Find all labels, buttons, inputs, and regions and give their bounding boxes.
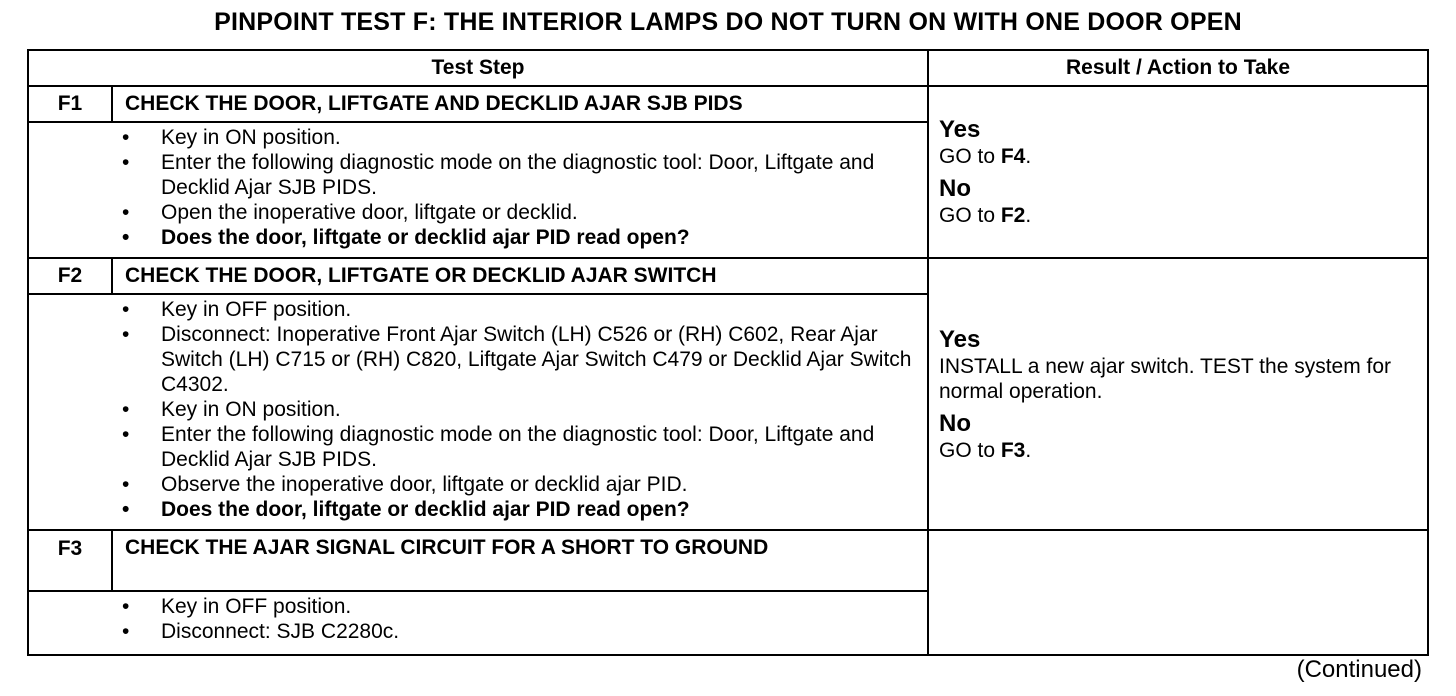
step-id: F1: [28, 86, 112, 122]
bullet-item: • Disconnect: SJB C2280c.: [122, 620, 400, 643]
bullet-item: • Key in OFF position.: [122, 298, 352, 321]
bullet-item: • Open the inoperative door, liftgate or decklid.: [122, 201, 578, 224]
step-body: [28, 591, 928, 655]
yes-label: Yes: [939, 325, 981, 353]
header-result: Result / Action to Take: [928, 50, 1428, 86]
step-body: [28, 294, 928, 530]
step-result: [928, 258, 1428, 530]
step-id: F3: [28, 530, 112, 591]
page-title: PINPOINT TEST F: THE INTERIOR LAMPS DO NOT TURN ON WITH ONE DOOR OPEN: [214, 8, 1242, 36]
step-title: CHECK THE DOOR, LIFTGATE OR DECKLID AJAR SWITCH: [112, 258, 928, 294]
bullet-item: • Key in ON position.: [122, 126, 341, 149]
step-title: CHECK THE DOOR, LIFTGATE AND DECKLID AJAR SJB PIDS: [112, 86, 928, 122]
bullet-item: • Key in ON position.: [122, 398, 341, 421]
header-test-step: Test Step: [28, 50, 928, 86]
bullet-item: • Disconnect: Inoperative Front Ajar Switch (LH) C526 or (RH) C602, Rear Ajar Switch (LH) C715 or (RH) C820, Liftgate Ajar Switch C479 or Decklid Ajar Switch C4302.: [122, 323, 912, 396]
no-target: F3: [1000, 438, 1026, 462]
bullet-list: [29, 297, 917, 522]
no-label: No: [939, 409, 971, 437]
bullet-item: • Enter the following diagnostic mode on the diagnostic tool: Door, Liftgate and Decklid Ajar SJB PIDS.: [122, 423, 875, 471]
yes-target: F4: [1000, 145, 1026, 168]
bullet-list: [29, 594, 917, 644]
continued-label: (Continued): [1296, 656, 1422, 683]
no-label: No: [939, 175, 971, 202]
yes-action: INSTALL a new ajar switch. TEST the system for normal operation.: [939, 354, 1392, 403]
yes-action: GO to F4.: [939, 145, 1032, 168]
bullet-item: • Enter the following diagnostic mode on the diagnostic tool: Door, Liftgate and Decklid Ajar SJB PIDS.: [122, 151, 875, 199]
bullet-item: • Observe the inoperative door, liftgate or decklid ajar PID.: [122, 473, 688, 496]
bullet-item: • Key in OFF position.: [122, 595, 352, 618]
step-id: F2: [28, 258, 112, 294]
no-target: F2: [1000, 204, 1026, 227]
bullet-list: [29, 125, 917, 250]
pinpoint-test-table: [27, 49, 1429, 656]
step-title: CHECK THE AJAR SIGNAL CIRCUIT FOR A SHORT TO GROUND: [112, 530, 928, 591]
yes-label: Yes: [939, 116, 981, 143]
step-result: [928, 530, 1428, 655]
step-body: [28, 122, 928, 258]
no-action: GO to F3.: [939, 438, 1032, 462]
step-result: [928, 86, 1428, 258]
no-action: GO to F2.: [939, 204, 1032, 227]
bullet-question: • Does the door, liftgate or decklid ajar PID read open?: [122, 498, 690, 521]
bullet-question: • Does the door, liftgate or decklid ajar PID read open?: [122, 226, 690, 249]
